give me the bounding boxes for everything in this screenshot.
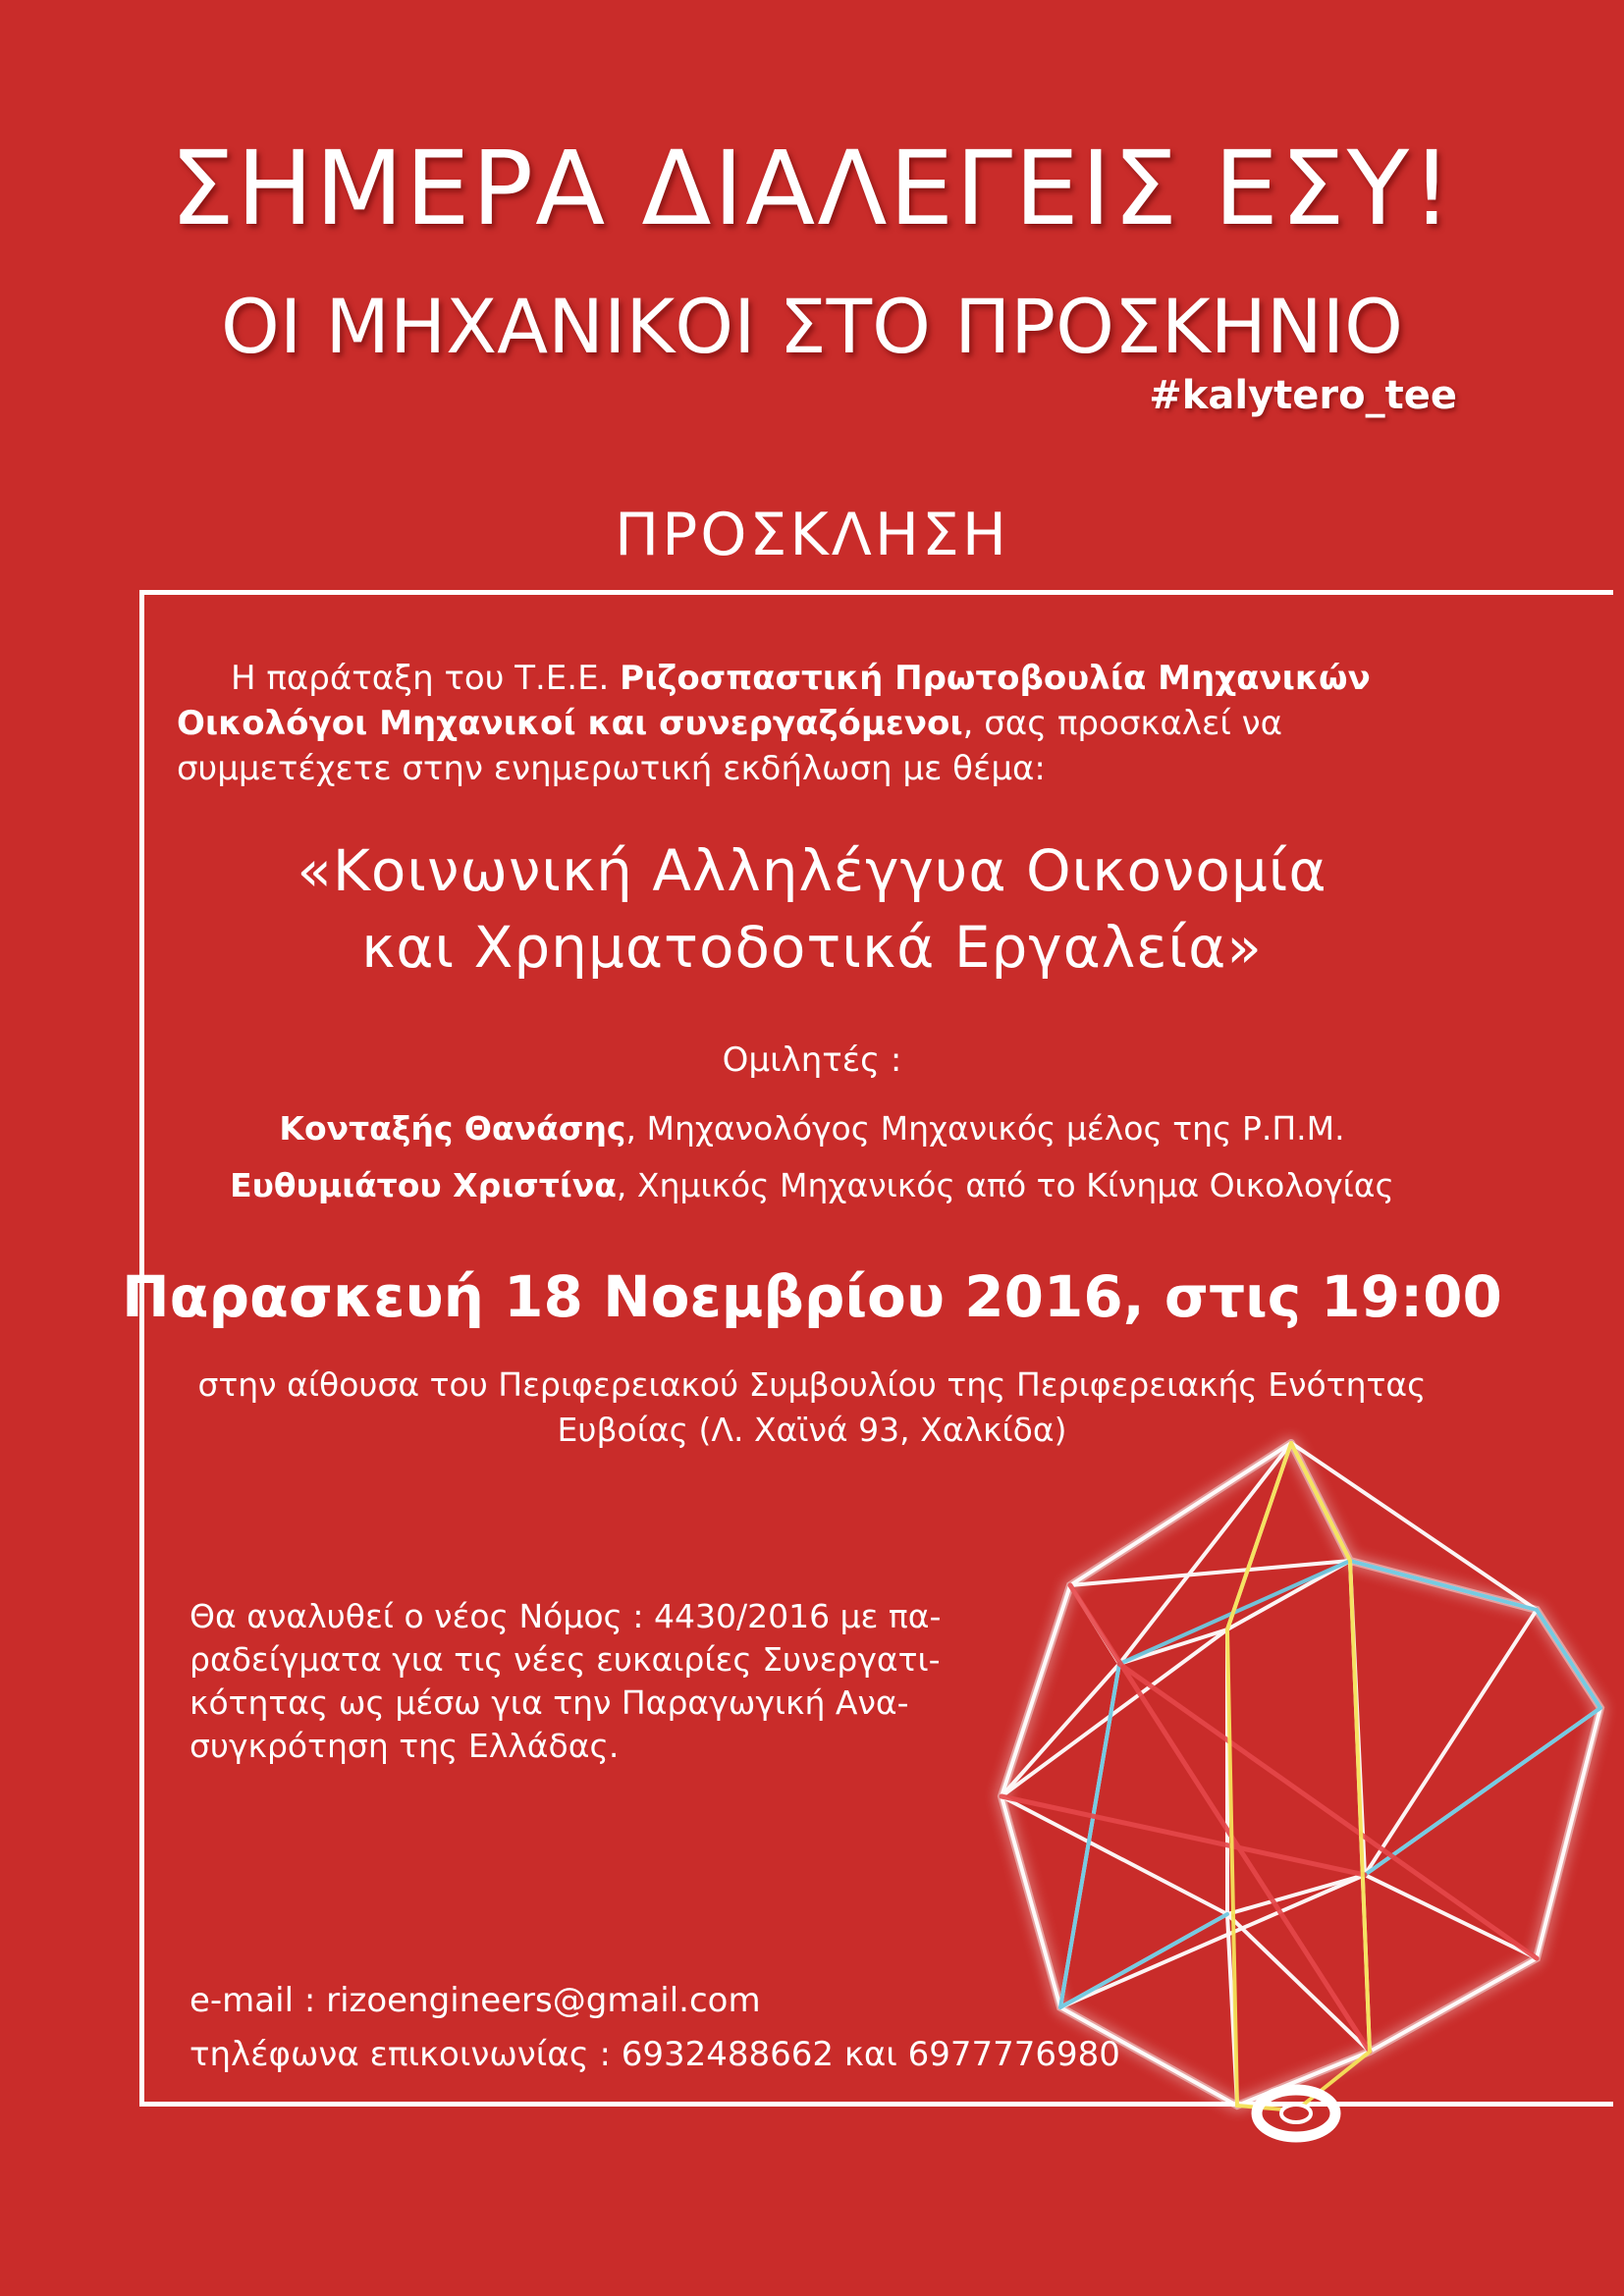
law-line: ραδείγματα για τις νέες ευκαιρίες Συνεργατι- [189, 1640, 941, 1679]
law-line: Θα αναλυθεί ο νέος Νόμος : 4430/2016 με πα- [189, 1597, 942, 1635]
event-topic [0, 832, 1624, 986]
venue-line-2: Ευβοίας (Λ. Χαϊνά 93, Χαλκίδα) [557, 1411, 1067, 1449]
speaker-name: Ευθυμιάτου Χριστίνα [230, 1166, 617, 1204]
speakers-label: Ομιλητές : [722, 1041, 902, 1080]
organization-name: Ριζοσπαστική Πρωτοβουλία Μηχανικών Οικολόγοι Μηχανικοί και συνεργαζόμενοι [177, 659, 1371, 743]
intro-suffix: , σας προσκαλεί να συμμετέχετε στην ενημερωτική εκδήλωση με θέμα: [177, 704, 1283, 788]
speaker-role: , Μηχανολόγος Μηχανικός μέλος της Ρ.Π.Μ. [625, 1109, 1345, 1148]
topic-line-1: «Κοινωνική Αλληλέγγυα Οικονομία [297, 837, 1327, 904]
contact-email: e-mail : rizoengineers@gmail.com [189, 1981, 761, 2020]
intro-paragraph [177, 656, 1502, 791]
event-date: Παρασκευή 18 Νοεμβρίου 2016, στις 19:00 [122, 1263, 1502, 1330]
speaker-2 [0, 1166, 1624, 1204]
law-paragraph [189, 1595, 975, 1768]
invitation-title: ΠΡΟΣΚΛΗΣΗ [615, 501, 1009, 569]
law-line: κότητας ως μέσω για την Παραγωγική Ανα- [189, 1683, 909, 1722]
venue-line-1: στην αίθουσα του Περιφερειακού Συμβουλίου της Περιφερειακής Ενότητας [197, 1365, 1427, 1404]
headline-line-1: ΣΗΜΕΡΑ ΔΙΑΛΕΓΕΙΣ ΕΣΥ! [170, 129, 1454, 248]
speaker-name: Κονταξής Θανάσης [279, 1109, 626, 1148]
topic-line-2: και Χρηματοδοτικά Εργαλεία» [361, 914, 1263, 981]
target-ring-icon [1257, 2090, 1335, 2137]
speaker-1 [0, 1109, 1624, 1148]
speaker-role: , Χημικός Μηχανικός από το Κίνημα Οικολογίας [616, 1166, 1394, 1204]
contact-phone: τηλέφωνα επικοινωνίας : 6932488662 και 6977776980 [189, 2035, 1120, 2074]
polyhedron-illustration [972, 1414, 1620, 2160]
law-line: συγκρότηση της Ελλάδας. [189, 1727, 620, 1765]
headline-line-2: ΟΙ ΜΗΧΑΝΙΚΟΙ ΣΤΟ ΠΡΟΣΚΗΝΙΟ [221, 283, 1403, 370]
hashtag: #kalytero_tee [1149, 373, 1457, 418]
intro-prefix: Η παράταξη του Τ.Ε.Ε. [231, 659, 621, 698]
